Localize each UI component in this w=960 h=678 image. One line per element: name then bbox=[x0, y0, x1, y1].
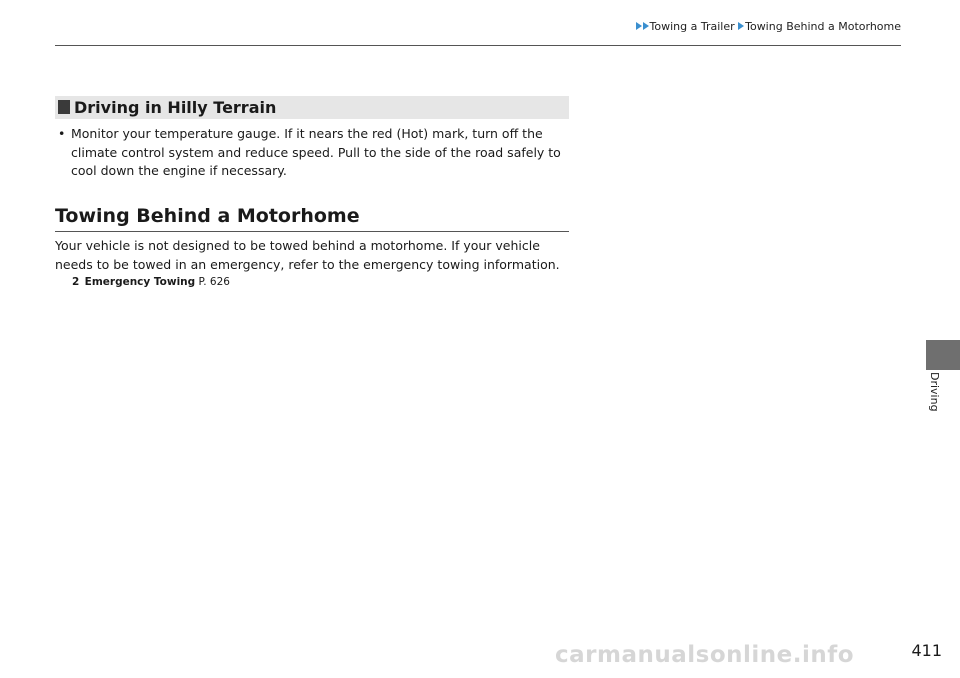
chapter-tab[interactable] bbox=[926, 340, 960, 370]
breadcrumb-arrow-icon bbox=[636, 22, 642, 30]
reference-page: P. 626 bbox=[198, 276, 230, 288]
reference-link[interactable]: Emergency Towing bbox=[84, 276, 196, 288]
reference-arrow-icon: 2 bbox=[72, 276, 80, 288]
section-square-icon bbox=[58, 100, 70, 114]
section-title: Driving in Hilly Terrain bbox=[74, 98, 277, 117]
watermark: carmanualsonline.info bbox=[555, 642, 855, 668]
heading-divider bbox=[55, 231, 569, 232]
chapter-tab-label: Driving bbox=[928, 372, 941, 412]
header-divider bbox=[55, 45, 901, 46]
breadcrumb-arrow-icon bbox=[738, 22, 744, 30]
section-header-bar bbox=[55, 96, 569, 119]
page-number: 411 bbox=[911, 641, 942, 660]
breadcrumb-arrow-icon bbox=[643, 22, 649, 30]
cross-reference[interactable] bbox=[72, 275, 230, 289]
page-heading: Towing Behind a Motorhome bbox=[55, 205, 360, 227]
bullet-dot-icon: • bbox=[58, 126, 66, 141]
bullet-item bbox=[58, 125, 570, 181]
body-paragraph: Your vehicle is not designed to be towed behind a motorhome. If your vehicle needs to be towed in an emergency, refer to the emergency towing information. bbox=[55, 238, 560, 272]
breadcrumb bbox=[600, 19, 901, 35]
bullet-text: Monitor your temperature gauge. If it nears the red (Hot) mark, turn off the climate control system and reduce speed. Pull to the side of the road safely to cool down the engine if necessary. bbox=[71, 126, 561, 178]
breadcrumb-current[interactable]: Towing Behind a Motorhome bbox=[745, 20, 901, 33]
breadcrumb-parent[interactable]: Towing a Trailer bbox=[649, 20, 735, 33]
